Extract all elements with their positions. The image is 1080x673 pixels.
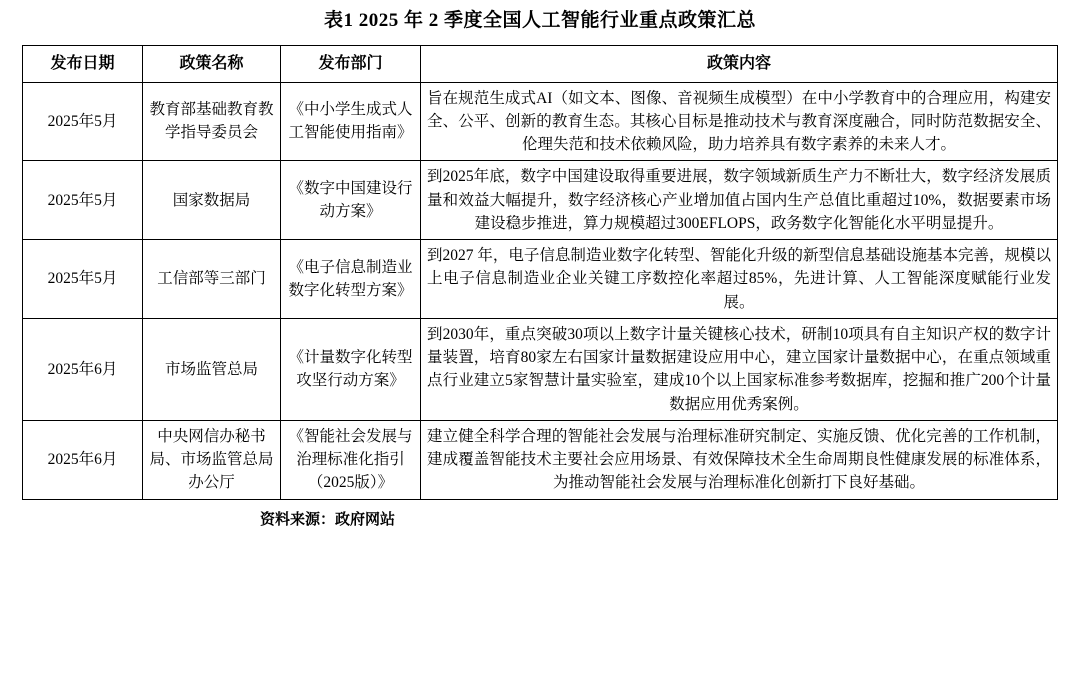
table-row bbox=[23, 318, 1058, 420]
cell-department: 《计量数字化转型攻坚行动方案》 bbox=[281, 318, 421, 420]
column-header-content: 政策内容 bbox=[421, 45, 1058, 82]
cell-policy-name: 中央网信办秘书局、市场监管总局办公厅 bbox=[143, 420, 281, 499]
table-row bbox=[23, 161, 1058, 240]
cell-content: 到2025年底，数字中国建设取得重要进展，数字领域新质生产力不断壮大，数字经济发展质量和效益大幅提升，数字经济核心产业增加值占国内生产总值比重超过10%，数据要素市场建设稳步推进，算力规模超过300EFLOPS，政务数字化智能化水平明显提升。 bbox=[421, 161, 1058, 240]
column-header-department: 发布部门 bbox=[281, 45, 421, 82]
cell-date: 2025年6月 bbox=[23, 420, 143, 499]
cell-policy-name: 工信部等三部门 bbox=[143, 240, 281, 319]
column-header-policy-name: 政策名称 bbox=[143, 45, 281, 82]
table-header-row bbox=[23, 45, 1058, 82]
cell-date: 2025年6月 bbox=[23, 318, 143, 420]
cell-department: 《电子信息制造业数字化转型方案》 bbox=[281, 240, 421, 319]
policy-summary-table bbox=[22, 45, 1058, 500]
cell-date: 2025年5月 bbox=[23, 161, 143, 240]
cell-policy-name: 市场监管总局 bbox=[143, 318, 281, 420]
table-row bbox=[23, 240, 1058, 319]
table-row bbox=[23, 82, 1058, 161]
cell-content: 建立健全科学合理的智能社会发展与治理标准研究制定、实施反馈、优化完善的工作机制，建成覆盖智能技术主要社会应用场景、有效保障技术全生命周期良性健康发展的标准体系，为推动智能社会发展与治理标准化创新打下良好基础。 bbox=[421, 420, 1058, 499]
cell-content: 到2030年，重点突破30项以上数字计量关键核心技术，研制10项具有自主知识产权的数字计量装置，培育80家左右国家计量数据建设应用中心，建立国家计量数据中心，在重点领域重点行业建立5家智慧计量实验室，建成10个以上国家标准参考数据库，挖掘和推广200个计量数据应用优秀案例。 bbox=[421, 318, 1058, 420]
cell-content: 到2027 年，电子信息制造业数字化转型、智能化升级的新型信息基础设施基本完善，规模以上电子信息制造业企业关键工序数控化率超过85%，先进计算、人工智能深度赋能行业发展。 bbox=[421, 240, 1058, 319]
page-title: 表1 2025 年 2 季度全国人工智能行业重点政策汇总 bbox=[323, 10, 756, 31]
cell-department: 《智能社会发展与治理标准化指引（2025版）》 bbox=[281, 420, 421, 499]
table-row bbox=[23, 420, 1058, 499]
cell-policy-name: 国家数据局 bbox=[143, 161, 281, 240]
cell-content: 旨在规范生成式AI（如文本、图像、音视频生成模型）在中小学教育中的合理应用，构建安全、公平、创新的教育生态。其核心目标是推动技术与教育深度融合，同时防范数据安全、伦理失范和技术依赖风险，助力培养具有数字素养的未来人才。 bbox=[421, 82, 1058, 161]
cell-date: 2025年5月 bbox=[23, 240, 143, 319]
cell-policy-name: 教育部基础教育教学指导委员会 bbox=[143, 82, 281, 161]
source-note: 资料来源：政府网站 bbox=[260, 511, 396, 528]
cell-department: 《中小学生成式人工智能使用指南》 bbox=[281, 82, 421, 161]
cell-date: 2025年5月 bbox=[23, 82, 143, 161]
cell-department: 《数字中国建设行动方案》 bbox=[281, 161, 421, 240]
column-header-date: 发布日期 bbox=[23, 45, 143, 82]
